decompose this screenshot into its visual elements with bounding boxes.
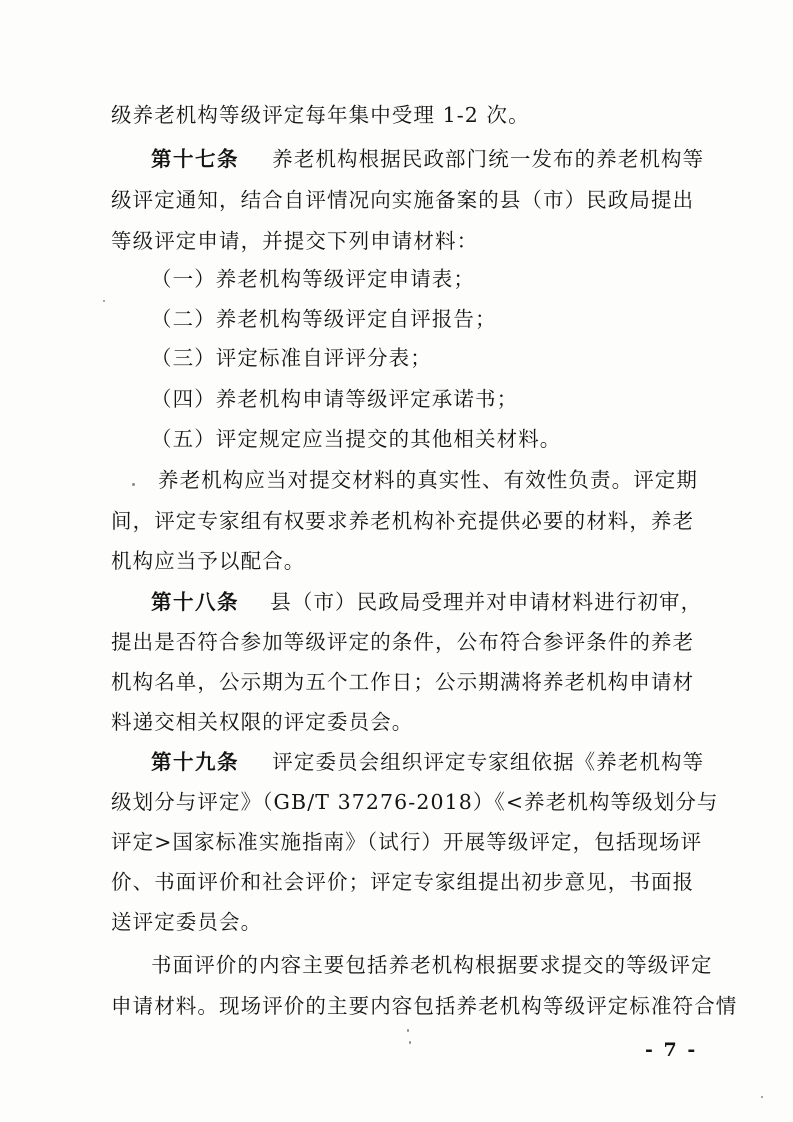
text-line: 评定>国家标准实施指南》（试行）开展等级评定，包括现场评 bbox=[111, 830, 703, 854]
paragraph-article-19 bbox=[151, 747, 704, 777]
list-item: （五）评定规定应当提交的其他相关材料。 bbox=[151, 427, 562, 451]
text-line: 等级评定申请，并提交下列申请材料： bbox=[111, 229, 479, 253]
text-line: 评定委员会组织评定专家组依据《养老机构等 bbox=[272, 750, 705, 774]
article-heading: 第十八条 bbox=[151, 590, 239, 614]
text-line: 机构应当予以配合。 bbox=[111, 549, 306, 573]
scan-speck bbox=[103, 300, 105, 302]
paragraph-article-17 bbox=[151, 144, 704, 174]
paragraph-article-18 bbox=[151, 587, 702, 617]
text-line: 送评定委员会。 bbox=[111, 910, 263, 934]
text-line: 机构名单，公示期为五个工作日；公示期满将养老机构申请材 bbox=[111, 670, 695, 694]
text-line: 间，评定专家组有权要求养老机构补充提供必要的材料，养老 bbox=[111, 509, 695, 533]
list-item: （三）评定标准自评评分表； bbox=[151, 346, 432, 370]
page-number: - 7 - bbox=[645, 1039, 698, 1061]
list-item: （二）养老机构等级评定自评报告； bbox=[151, 307, 497, 331]
text-line: 县（市）民政局受理并对申请材料进行初审， bbox=[270, 590, 703, 614]
text-line: 申请材料。现场评价的主要内容包括养老机构等级评定标准符合情 bbox=[111, 994, 738, 1018]
text-line: 级评定通知，结合自评情况向实施备案的县（市）民政局提出 bbox=[111, 188, 695, 212]
article-heading: 第十九条 bbox=[151, 750, 239, 774]
text-line: 养老机构应当对提交材料的真实性、有效性负责。评定期 bbox=[158, 468, 698, 492]
scan-speck bbox=[409, 1041, 411, 1044]
text-line: 料递交相关权限的评定委员会。 bbox=[111, 710, 414, 734]
text-line: 养老机构根据民政部门统一发布的养老机构等 bbox=[272, 147, 705, 171]
list-item: （一）养老机构等级评定申请表； bbox=[151, 267, 475, 291]
scan-speck bbox=[407, 1029, 409, 1032]
text-line: 级养老机构等级评定每年集中受理 1-2 次。 bbox=[111, 103, 530, 127]
list-item: （四）养老机构申请等级评定承诺书； bbox=[151, 387, 519, 411]
text-line: 级划分与评定》（GB/T 37276-2018）《<养老机构等级划分与 bbox=[111, 790, 719, 814]
text-line: 书面评价的内容主要包括养老机构根据要求提交的等级评定 bbox=[151, 953, 713, 977]
scan-speck bbox=[132, 483, 135, 486]
text-line: 提出是否符合参加等级评定的条件，公布符合参评条件的养老 bbox=[111, 630, 695, 654]
text-line: 价、书面评价和社会评价；评定专家组提出初步意见，书面报 bbox=[111, 870, 695, 894]
scan-speck bbox=[761, 1096, 763, 1098]
article-heading: 第十七条 bbox=[151, 147, 239, 171]
